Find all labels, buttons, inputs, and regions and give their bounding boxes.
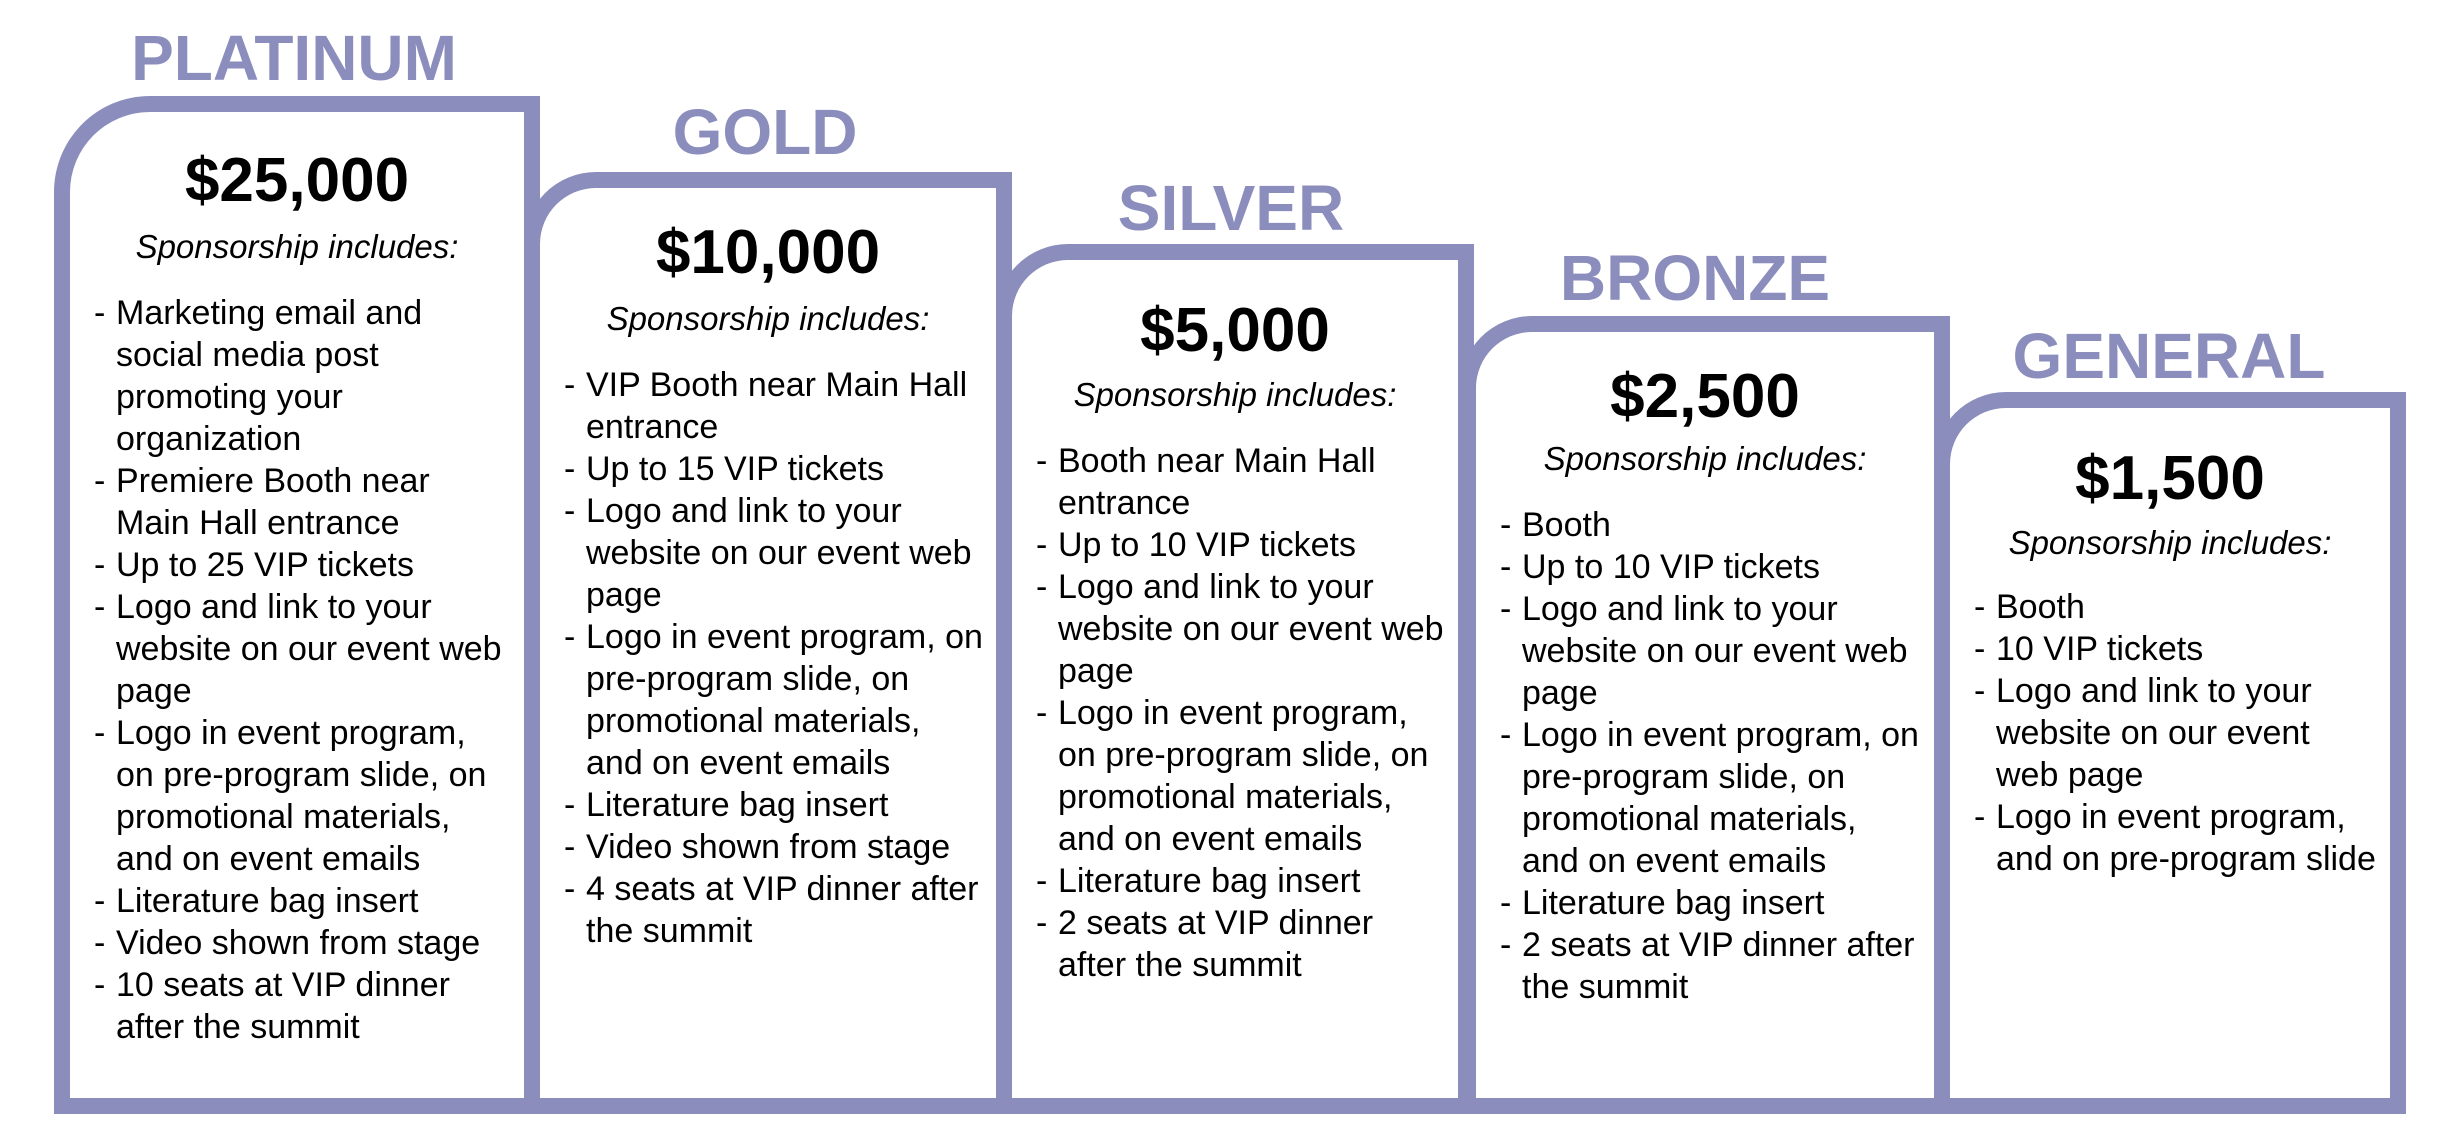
tier-name-gold: GOLD	[672, 96, 858, 168]
benefits-list	[1036, 440, 1446, 986]
bullet-dash: -	[564, 492, 576, 530]
sponsorship-includes-label: Sponsorship includes:	[1543, 440, 1867, 477]
benefit-text: Logo in event program, and on pre-program slide	[1996, 798, 2376, 878]
benefit-text: Logo and link to your website on our event web page	[116, 588, 502, 710]
benefit-item	[1500, 504, 1922, 546]
benefit-item	[1500, 924, 1922, 1008]
bullet-dash: -	[94, 882, 106, 920]
benefit-text: Booth near Main Hall entrance	[1058, 442, 1376, 522]
benefit-item	[564, 784, 984, 826]
bullet-dash: -	[1500, 506, 1512, 544]
benefit-item	[1036, 692, 1446, 860]
tier-card-general	[1934, 392, 2406, 1106]
bullet-dash: -	[1500, 884, 1512, 922]
benefit-text: Logo and link to your website on our event web page	[1522, 590, 1908, 712]
benefit-item	[564, 826, 984, 868]
benefit-text: Marketing email and social media post promoting your organization	[116, 294, 423, 458]
benefit-text: Logo in event program, on pre-program slide, on promotional materials, and on event emails	[586, 618, 983, 782]
bullet-dash: -	[1500, 716, 1512, 754]
bullet-dash: -	[564, 786, 576, 824]
benefit-text: Premiere Booth near Main Hall entrance	[116, 462, 430, 542]
benefit-item	[564, 868, 984, 952]
bullet-dash: -	[1036, 862, 1048, 900]
benefit-text: Up to 10 VIP tickets	[1058, 526, 1356, 564]
sponsorship-includes-label: Sponsorship includes:	[2008, 524, 2332, 561]
benefit-text: Video shown from stage	[586, 828, 951, 866]
benefit-item	[1500, 546, 1922, 588]
benefit-item	[1036, 860, 1446, 902]
benefit-item	[1036, 566, 1446, 692]
bullet-dash: -	[94, 588, 106, 626]
sponsorship-includes-label: Sponsorship includes:	[606, 300, 930, 337]
bullet-dash: -	[1500, 590, 1512, 628]
benefit-text: Booth	[1996, 588, 2085, 626]
tier-card-bronze	[1460, 316, 1950, 1106]
benefit-text: Logo in event program, on pre-program slide, on promotional materials, and on event emails	[116, 714, 487, 878]
tier-price: $1,500	[2075, 444, 2265, 513]
benefit-text: Video shown from stage	[116, 924, 481, 962]
tier-card-platinum	[54, 96, 540, 1106]
bullet-dash: -	[564, 450, 576, 488]
benefit-item	[94, 712, 512, 880]
benefit-text: Logo in event program, on pre-program slide, on promotional materials, and on event emails	[1058, 694, 1429, 858]
benefit-item	[94, 292, 512, 460]
benefits-list	[1500, 504, 1922, 1008]
benefit-item	[94, 964, 512, 1048]
bullet-dash: -	[564, 870, 576, 908]
bullet-dash: -	[1500, 926, 1512, 964]
bullet-dash: -	[94, 546, 106, 584]
benefit-text: Logo and link to your website on our event web page	[586, 492, 972, 614]
benefit-item	[94, 586, 512, 712]
benefit-text: Logo and link to your website on our event web page	[1996, 672, 2312, 794]
benefit-item	[1500, 882, 1922, 924]
benefits-list	[94, 292, 512, 1048]
bullet-dash: -	[1500, 548, 1512, 586]
benefit-text: Literature bag insert	[1058, 862, 1361, 900]
tier-name-bronze: BRONZE	[1559, 242, 1831, 314]
bullet-dash: -	[1974, 798, 1986, 836]
bullet-dash: -	[564, 828, 576, 866]
benefit-item	[1500, 714, 1922, 882]
benefit-item	[1500, 588, 1922, 714]
bullet-dash: -	[1036, 904, 1048, 942]
benefits-list	[1974, 586, 2378, 880]
benefit-text: Up to 15 VIP tickets	[586, 450, 884, 488]
bullet-dash: -	[94, 294, 106, 332]
benefit-text: 4 seats at VIP dinner after the summit	[586, 870, 979, 950]
bullet-dash: -	[1036, 442, 1048, 480]
benefit-item	[1974, 586, 2378, 628]
bullet-dash: -	[94, 714, 106, 752]
benefit-item	[94, 922, 512, 964]
benefit-text: 2 seats at VIP dinner after the summit	[1058, 904, 1374, 984]
benefit-text: 2 seats at VIP dinner after the summit	[1522, 926, 1915, 1006]
benefit-item	[564, 448, 984, 490]
bullet-dash: -	[94, 462, 106, 500]
tier-baseline-bar	[54, 1098, 2406, 1114]
benefit-item	[94, 460, 512, 544]
bullet-dash: -	[564, 618, 576, 656]
benefit-text: Up to 25 VIP tickets	[116, 546, 414, 584]
tier-price: $10,000	[655, 218, 881, 287]
benefit-text: 10 VIP tickets	[1996, 630, 2204, 668]
benefit-text: Up to 10 VIP tickets	[1522, 548, 1820, 586]
benefit-text: Literature bag insert	[116, 882, 419, 920]
benefit-item	[564, 616, 984, 784]
bullet-dash: -	[94, 966, 106, 1004]
bullet-dash: -	[1974, 630, 1986, 668]
bullet-dash: -	[94, 924, 106, 962]
tier-name-general: GENERAL	[2012, 320, 2326, 392]
benefit-item	[94, 880, 512, 922]
tier-price: $25,000	[184, 146, 410, 215]
benefit-item	[1036, 524, 1446, 566]
benefit-item	[1974, 796, 2378, 880]
sponsorship-includes-label: Sponsorship includes:	[1073, 376, 1397, 413]
benefit-text: Logo and link to your website on our event web page	[1058, 568, 1444, 690]
tier-name-silver: SILVER	[1117, 172, 1345, 244]
benefit-text: Literature bag insert	[586, 786, 889, 824]
benefit-text: 10 seats at VIP dinner after the summit	[116, 966, 450, 1046]
benefit-text: Logo in event program, on pre-program slide, on promotional materials, and on event emails	[1522, 716, 1919, 880]
tier-card-silver	[996, 244, 1474, 1106]
bullet-dash: -	[564, 366, 576, 404]
benefit-item	[1036, 902, 1446, 986]
tier-name-platinum: PLATINUM	[131, 22, 457, 94]
benefit-text: Booth	[1522, 506, 1611, 544]
bullet-dash: -	[1974, 672, 1986, 710]
benefit-item	[1036, 440, 1446, 524]
tier-card-gold	[524, 172, 1012, 1106]
benefit-text: Literature bag insert	[1522, 884, 1825, 922]
bullet-dash: -	[1036, 526, 1048, 564]
bullet-dash: -	[1974, 588, 1986, 626]
benefits-list	[564, 364, 984, 952]
sponsorship-includes-label: Sponsorship includes:	[135, 228, 459, 265]
bullet-dash: -	[1036, 568, 1048, 606]
benefit-item	[1974, 670, 2378, 796]
bullet-dash: -	[1036, 694, 1048, 732]
benefit-item	[564, 490, 984, 616]
benefit-item	[1974, 628, 2378, 670]
tier-price: $5,000	[1140, 296, 1330, 365]
tier-price: $2,500	[1610, 362, 1800, 431]
benefit-item	[564, 364, 984, 448]
benefit-text: VIP Booth near Main Hall entrance	[586, 366, 968, 446]
benefit-item	[94, 544, 512, 586]
